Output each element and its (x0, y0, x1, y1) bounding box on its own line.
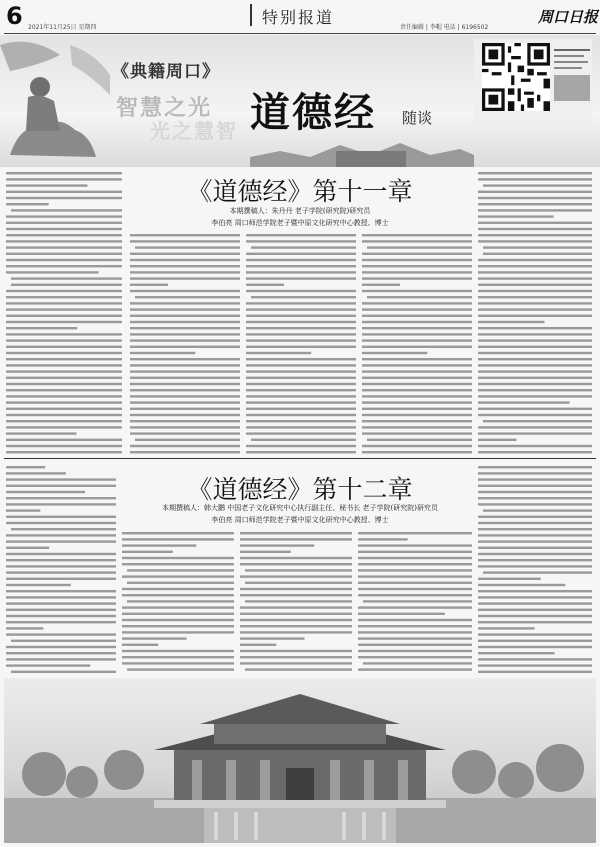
temple-scene (4, 678, 596, 843)
qr-side-graphic (552, 45, 592, 105)
column-suffix: 随谈 (402, 109, 433, 127)
page-header (0, 0, 600, 34)
article1-byline-secondary: 李伯亮 周口师范学院老子暨中原文化研究中心教授、博士 (211, 219, 389, 227)
article1-body-column (362, 232, 474, 454)
column-banner (0, 35, 600, 167)
article2-byline-primary: 本期撰稿人：韩大鹏 中国老子文化研究中心执行副主任、秘书长 老子学院(研究院)研究员 (162, 504, 438, 512)
book-title-calligraphy: 道德经 (250, 89, 376, 136)
sage-on-ox-illustration (0, 35, 112, 167)
article1-body-column (246, 232, 358, 454)
article1-title: 《道德经》第十一章 (187, 177, 413, 206)
body-text-lines (246, 232, 358, 454)
article2-body-column (122, 530, 236, 674)
editor-line: 责任编辑 | 李帽 电话 | 6196502 (400, 24, 489, 31)
body-text-lines (6, 464, 118, 674)
body-text-lines (362, 232, 474, 454)
column-name: 《典籍周口》 (112, 62, 220, 82)
article1-body-column (6, 170, 124, 454)
article2-byline-secondary: 李伯亮 周口师范学院老子暨中原文化研究中心教授、博士 (211, 516, 389, 524)
article-separator (4, 458, 596, 459)
body-text-lines (478, 170, 594, 454)
temple-photo (4, 678, 596, 843)
body-text-lines (6, 170, 124, 454)
body-text-lines (122, 530, 236, 674)
article2-body-column (478, 464, 594, 674)
newspaper-masthead: 周口日报 (538, 8, 599, 26)
section-title: 特别报道 (262, 8, 335, 27)
qr-code-icon (482, 43, 550, 111)
article1-body-column (478, 170, 594, 454)
body-text-lines (358, 530, 474, 674)
slogan: 智慧之光 (116, 96, 213, 121)
article2-body-column (358, 530, 474, 674)
page-number: 6 (6, 2, 23, 30)
body-text-lines (478, 464, 594, 674)
slogan-reflection: 光之慧智 (150, 119, 238, 143)
issue-date: 2021年11月25日 星期四 (28, 24, 97, 31)
body-text-lines (130, 232, 242, 454)
temple-roof-silhouette (250, 131, 474, 167)
article1-body-column (130, 232, 242, 454)
section-divider (250, 4, 252, 26)
article2-title: 《道德经》第十二章 (187, 475, 413, 504)
article1-byline-primary: 本期撰稿人：朱丹丹 老子学院(研究院)研究员 (229, 207, 371, 215)
body-text-lines (240, 530, 354, 674)
header-rule (4, 33, 596, 34)
article2-body-column (6, 464, 118, 674)
article2-body-column (240, 530, 354, 674)
